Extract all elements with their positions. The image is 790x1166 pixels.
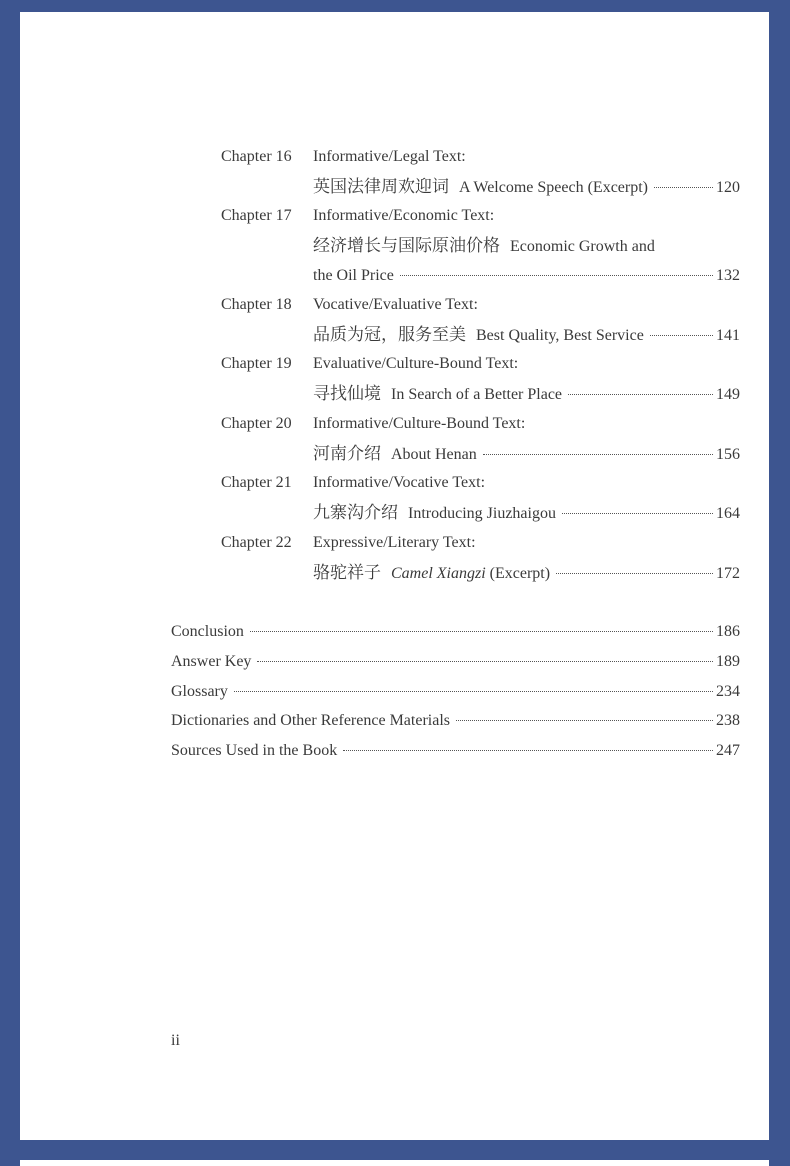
chapter-text-type: Evaluative/Culture-Bound Text: bbox=[313, 355, 519, 372]
english-title: Introducing Jiuzhaigou bbox=[408, 505, 556, 522]
chinese-title: 寻找仙境 bbox=[313, 384, 381, 404]
chapter-label: Chapter 18 bbox=[221, 296, 292, 313]
chapter-text-type: Informative/Legal Text: bbox=[313, 148, 466, 165]
page-number: 247 bbox=[716, 742, 740, 759]
toc-entry-first-line[interactable] bbox=[313, 236, 740, 257]
toc-entry[interactable] bbox=[313, 384, 740, 405]
toc-entry[interactable] bbox=[313, 266, 740, 286]
next-page-edge bbox=[20, 1160, 769, 1166]
dot-leader bbox=[257, 661, 713, 662]
english-title: Economic Growth and bbox=[510, 238, 655, 255]
dot-leader bbox=[568, 394, 713, 395]
dot-leader bbox=[234, 691, 713, 692]
section-title: Sources Used in the Book bbox=[171, 742, 338, 759]
toc-dictionaries[interactable] bbox=[171, 711, 740, 731]
chapter-label: Chapter 22 bbox=[221, 534, 292, 551]
english-title: In Search of a Better Place bbox=[391, 386, 563, 403]
chapter-label: Chapter 19 bbox=[221, 355, 292, 372]
chinese-title: 经济增长与国际原油价格 bbox=[313, 236, 500, 256]
chapter-text-type: Vocative/Evaluative Text: bbox=[313, 296, 478, 313]
page-number: 238 bbox=[716, 712, 740, 729]
toc-conclusion[interactable] bbox=[171, 622, 740, 642]
page-number: 172 bbox=[716, 565, 740, 582]
chapter-text-type: Expressive/Literary Text: bbox=[313, 534, 476, 551]
chapter-text-type: Informative/Vocative Text: bbox=[313, 474, 486, 491]
toc-answer-key[interactable] bbox=[171, 652, 740, 672]
page-number: 141 bbox=[716, 327, 740, 344]
dot-leader bbox=[400, 275, 713, 276]
toc-glossary[interactable] bbox=[171, 682, 740, 702]
dot-leader bbox=[456, 720, 713, 721]
toc-entry[interactable] bbox=[313, 325, 740, 346]
english-title-continued: the Oil Price bbox=[313, 267, 394, 284]
book-page bbox=[20, 12, 769, 1140]
chapter-text-type: Informative/Economic Text: bbox=[313, 207, 495, 224]
toc-sources[interactable] bbox=[171, 741, 740, 761]
chapter-text-type: Informative/Culture-Bound Text: bbox=[313, 415, 526, 432]
english-title: (Excerpt) bbox=[489, 565, 551, 582]
page-folio: ii bbox=[171, 1032, 180, 1049]
dot-leader bbox=[650, 335, 713, 336]
dot-leader bbox=[654, 187, 713, 188]
page-number: 149 bbox=[716, 386, 740, 403]
dot-leader bbox=[343, 750, 713, 751]
english-title: A Welcome Speech (Excerpt) bbox=[459, 179, 649, 196]
dot-leader bbox=[556, 573, 713, 574]
chinese-title: 河南介绍 bbox=[313, 444, 381, 464]
chapter-label: Chapter 21 bbox=[221, 474, 292, 491]
chinese-title: 英国法律周欢迎词 bbox=[313, 177, 449, 197]
toc-entry[interactable] bbox=[313, 177, 740, 198]
chinese-title: 品质为冠，服务至美 bbox=[313, 325, 466, 345]
section-title: Glossary bbox=[171, 683, 228, 700]
toc-entry[interactable] bbox=[313, 503, 740, 524]
toc-entry[interactable] bbox=[313, 444, 740, 465]
page-number: 120 bbox=[716, 179, 740, 196]
chinese-title: 九寨沟介绍 bbox=[313, 503, 398, 523]
english-title-italic: Camel Xiangzi bbox=[391, 565, 486, 582]
chapter-label: Chapter 16 bbox=[221, 148, 292, 165]
page-number: 156 bbox=[716, 446, 740, 463]
chapter-label: Chapter 17 bbox=[221, 207, 292, 224]
english-title: About Henan bbox=[391, 446, 477, 463]
dot-leader bbox=[483, 454, 713, 455]
page-number: 164 bbox=[716, 505, 740, 522]
page-number: 189 bbox=[716, 653, 740, 670]
section-title: Conclusion bbox=[171, 623, 244, 640]
dot-leader bbox=[562, 513, 713, 514]
page-number: 234 bbox=[716, 683, 740, 700]
section-title: Dictionaries and Other Reference Materials bbox=[171, 712, 450, 729]
page-number: 132 bbox=[716, 267, 740, 284]
chapter-label: Chapter 20 bbox=[221, 415, 292, 432]
page-number: 186 bbox=[716, 623, 740, 640]
chinese-title: 骆驼祥子 bbox=[313, 563, 381, 583]
dot-leader bbox=[250, 631, 713, 632]
section-title: Answer Key bbox=[171, 653, 252, 670]
toc-entry[interactable] bbox=[313, 563, 740, 584]
english-title: Best Quality, Best Service bbox=[476, 327, 644, 344]
